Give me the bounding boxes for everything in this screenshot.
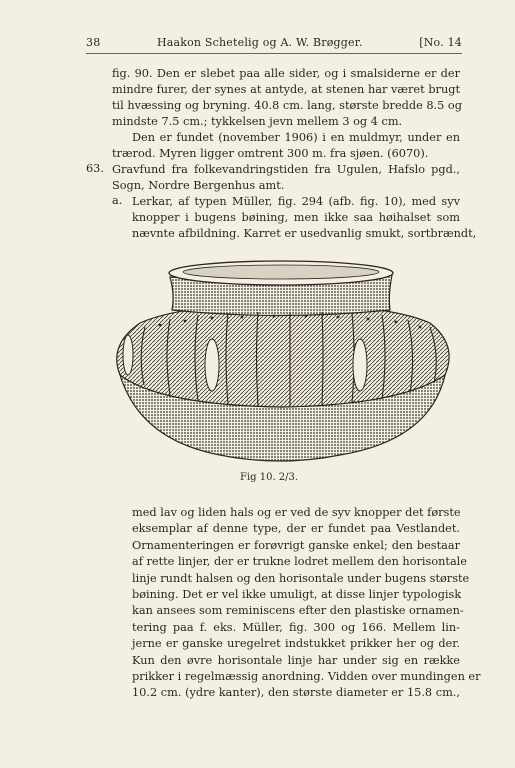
entry-number: 63.: [86, 162, 104, 175]
text-line: med lav og liden hals og er ved de syv knopper det første: [132, 506, 461, 519]
text-line: tering paa f. eks. Müller, fig. 300 og 166. Mellem lin-: [132, 620, 460, 634]
text-line: Gravfund fra folkevandringstiden fra Ugulen, Hafslo pgd.,: [112, 163, 460, 176]
text-line: prikker i regelmæssig anordning. Vidden over mundingen er: [132, 670, 481, 684]
text-line: Kun den øvre horisontale linje har under sig en række: [132, 653, 460, 667]
figure-caption: Fig 10. 2/3.: [240, 472, 299, 483]
series-number: [No. 14: [419, 36, 462, 49]
text-line: Sogn, Nordre Bergenhus amt.: [112, 179, 285, 192]
bottom-paragraph: [132, 505, 481, 702]
text-line: eksemplar af denne type, der er fundet paa Vestlandet.: [132, 522, 460, 536]
text-line: Lerkar, af typen Müller, fig. 294 (afb. fig. 10), med syv: [132, 195, 460, 208]
text-line: mindste 7.5 cm.; tykkelsen jevn mellem 3 og 4 cm.: [112, 115, 403, 128]
entry-heading: [112, 162, 460, 194]
text-line: jerne er ganske uregelret indstukket prikker her og der.: [132, 637, 460, 651]
page-number: 38: [86, 36, 101, 49]
item-a-text: [132, 194, 477, 242]
text-line: kan ansees som reminiscens efter den plastiske ornamen-: [132, 604, 464, 618]
text-line: til hvæssing og bryning. 40.8 cm. lang, største bredde 8.5 og: [112, 99, 462, 112]
running-title: Haakon Schetelig og A. W. Brøgger.: [156, 36, 363, 49]
text-line: mindre furer, der synes at antyde, at stenen har været brugt: [112, 83, 460, 96]
text-line: Ornamenteringen er forøvrigt ganske enkel; den bestaar: [132, 538, 460, 552]
found-paragraph: [112, 130, 460, 162]
text-line: trærod. Myren ligger omtrent 300 m. fra sjøen. (6070).: [112, 147, 429, 160]
header-rule: [86, 53, 462, 54]
clay-pot-illustration: [100, 255, 460, 470]
text-line: af rette linjer, der er trukne lodret mellem den horisontale: [132, 555, 467, 569]
text-line: linje rundt halsen og den horisontale under bugens største: [132, 571, 470, 585]
text-line: 10.2 cm. (ydre kanter), den største diameter er 15.8 cm.,: [132, 686, 460, 700]
text-line: Den er fundet (november 1906) i en muldmyr, under en: [132, 131, 460, 144]
item-marker: a.: [112, 194, 123, 207]
top-paragraph: [112, 66, 460, 130]
running-header: [86, 36, 462, 49]
text-line: bøining. Det er vel ikke umuligt, at disse linjer typologisk: [132, 588, 462, 602]
text-line: nævnte afbildning. Karret er usedvanlig smukt, sortbrændt,: [132, 227, 477, 240]
text-line: knopper i bugens bøining, men ikke saa høihalset som: [132, 211, 460, 224]
text-line: fig. 90. Den er slebet paa alle sider, og i smalsiderne er der: [112, 67, 460, 80]
